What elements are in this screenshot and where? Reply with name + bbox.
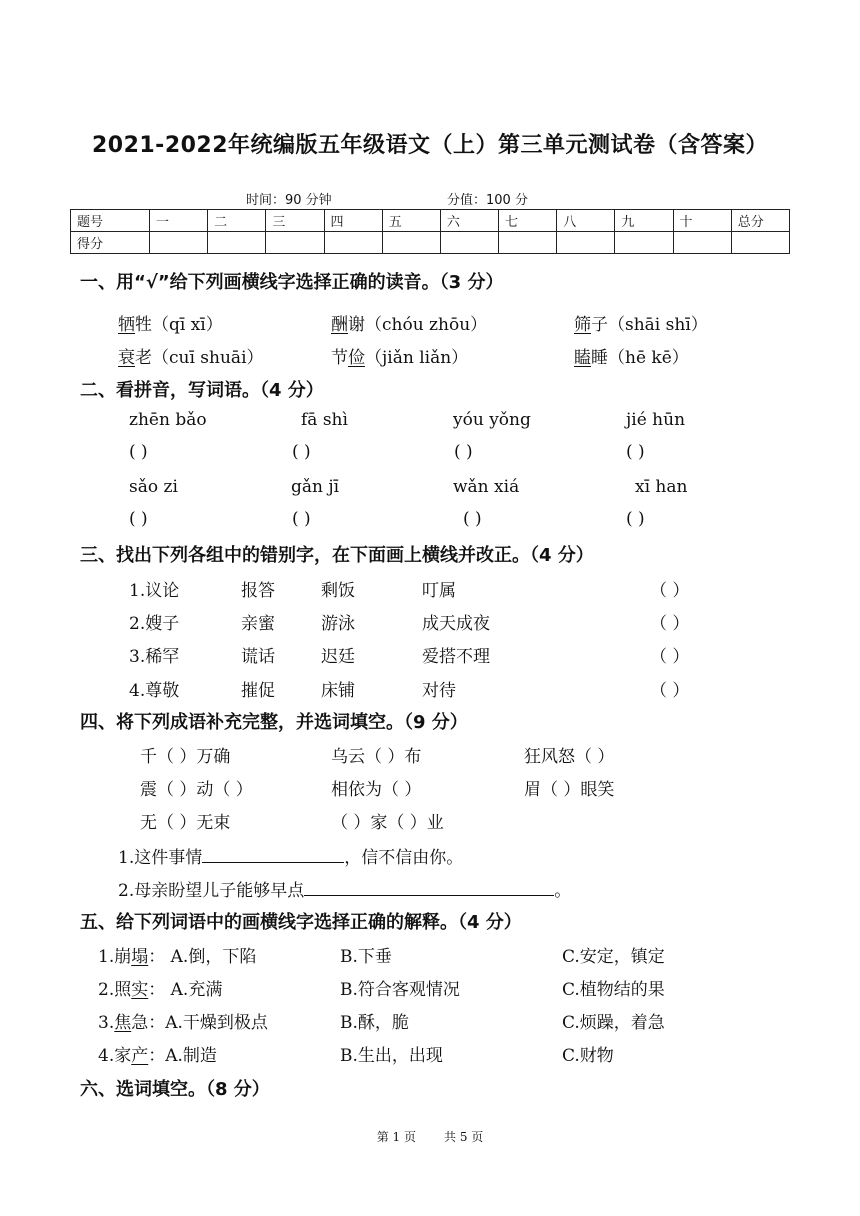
word-group: 叮属 xyxy=(422,581,456,601)
idiom-item: 乌云（ ）布 xyxy=(331,747,422,767)
pinyin-prompt: xī han xyxy=(635,477,688,497)
underlined-char: 俭 xyxy=(348,348,365,368)
idiom-item: （ ）家（ ）业 xyxy=(331,813,444,833)
underlined-char: 酬 xyxy=(331,315,348,335)
definition-word xyxy=(98,942,256,967)
option-a: A.倒，下陷 xyxy=(170,947,257,967)
option-c: C.植物结的果 xyxy=(562,980,665,1000)
word-group: 4.尊敬 xyxy=(129,681,180,701)
answer-parens[interactable]: （ ） xyxy=(650,581,690,601)
underlined-char: 筛 xyxy=(574,315,591,335)
score-cell: 六 xyxy=(440,210,498,232)
word-text: ： xyxy=(148,980,171,1000)
underlined-char: 瞌 xyxy=(574,348,591,368)
pronunciation-item xyxy=(118,310,223,335)
score-input-cell[interactable] xyxy=(557,232,615,254)
answer-parens[interactable]: ( ) xyxy=(626,442,645,462)
underlined-char: 衰 xyxy=(118,348,135,368)
word-group: 3.稀罕 xyxy=(129,647,180,667)
score-input-cell[interactable] xyxy=(615,232,673,254)
word-group: 游泳 xyxy=(321,614,355,634)
word-group: 床铺 xyxy=(321,681,355,701)
option-c: C.安定，镇定 xyxy=(562,947,665,967)
section-4-heading: 四、将下列成语补充完整，并选词填空。（9 分） xyxy=(80,712,468,733)
word-text: 2.照 xyxy=(98,980,132,1000)
word-group: 报答 xyxy=(241,581,275,601)
answer-parens[interactable]: ( ) xyxy=(463,509,482,529)
pinyin-choice: （jiǎn liǎn） xyxy=(365,348,469,368)
idiom-item: 狂风怒（ ） xyxy=(524,747,615,767)
score-cell: 题号 xyxy=(71,210,150,232)
fill-sentence-1 xyxy=(118,843,463,868)
score-input-cell[interactable] xyxy=(499,232,557,254)
word-group: 成天成夜 xyxy=(422,614,490,634)
definition-word xyxy=(98,975,222,1000)
pinyin-choice: 谢（chóu zhōu） xyxy=(348,315,488,335)
answer-parens[interactable]: ( ) xyxy=(454,442,473,462)
word-group: 迟廷 xyxy=(321,647,355,667)
pronunciation-item xyxy=(118,343,264,368)
section-5-heading: 五、给下列词语中的画横线字选择正确的解释。（4 分） xyxy=(80,912,522,933)
option-a: A.干燥到极点 xyxy=(165,1013,268,1033)
word-text: ： xyxy=(148,1013,166,1033)
word-group: 1.议论 xyxy=(129,581,180,601)
exam-time: 时间：90 分钟 xyxy=(246,193,332,208)
section-6-heading: 六、选词填空。（8 分） xyxy=(80,1079,270,1100)
underlined-char: 产 xyxy=(131,1046,149,1066)
pinyin-prompt: jié hūn xyxy=(626,410,686,430)
answer-parens[interactable]: ( ) xyxy=(292,509,311,529)
score-cell: 七 xyxy=(499,210,557,232)
answer-parens[interactable]: ( ) xyxy=(292,442,311,462)
definition-word xyxy=(98,1008,268,1033)
section-1-heading: 一、用“√”给下列画横线字选择正确的读音。（3 分） xyxy=(80,272,504,293)
underlined-char: 牺 xyxy=(118,315,135,335)
definition-word xyxy=(98,1041,217,1066)
word-text: 4.家 xyxy=(98,1046,132,1066)
option-b: B.符合客观情况 xyxy=(340,980,460,1000)
page-total: 共 5 页 xyxy=(444,1130,484,1144)
sentence-text: 1.这件事情 xyxy=(118,848,203,868)
page-footer xyxy=(0,1128,860,1145)
option-c: C.财物 xyxy=(562,1046,614,1066)
score-table-header-row xyxy=(71,210,790,232)
score-cell: 九 xyxy=(615,210,673,232)
pinyin-prompt: wǎn xiá xyxy=(453,477,520,497)
pronunciation-item xyxy=(331,343,468,368)
page-title: 2021-2022年统编版五年级语文（上）第三单元测试卷（含答案） xyxy=(91,133,769,158)
score-input-cell[interactable] xyxy=(382,232,440,254)
option-b: B.酥，脆 xyxy=(340,1013,409,1033)
word-text: ： xyxy=(148,947,171,967)
pinyin-choice: 牲（qī xī） xyxy=(135,315,223,335)
option-b: B.生出，出现 xyxy=(340,1046,443,1066)
underlined-char: 塌 xyxy=(131,947,149,967)
page-number: 第 1 页 xyxy=(376,1130,416,1144)
pinyin-prompt: gǎn jī xyxy=(291,477,340,497)
word-text: ： xyxy=(148,1046,166,1066)
answer-blank[interactable] xyxy=(304,877,554,896)
answer-parens[interactable]: ( ) xyxy=(626,509,645,529)
sentence-text: ，信不信由你。 xyxy=(344,848,464,868)
answer-parens[interactable]: （ ） xyxy=(650,647,690,667)
pinyin-prompt: yóu yǒng xyxy=(453,410,531,430)
sentence-text: 2.母亲盼望儿子能够早点 xyxy=(118,881,305,901)
option-a: A.制造 xyxy=(165,1046,217,1066)
idiom-item: 千（ ）万确 xyxy=(140,747,231,767)
pinyin-prompt: zhēn bǎo xyxy=(129,410,207,430)
answer-parens[interactable]: （ ） xyxy=(650,681,690,701)
word-group: 爱搭不理 xyxy=(422,647,490,667)
pinyin-choice: 子（shāi shī） xyxy=(591,315,708,335)
option-b: B.下垂 xyxy=(340,947,392,967)
word-group: 剩饭 xyxy=(321,581,355,601)
score-input-cell[interactable] xyxy=(324,232,382,254)
score-cell: 总分 xyxy=(731,210,789,232)
pronunciation-item xyxy=(574,343,689,368)
underlined-char: 实 xyxy=(131,980,149,1000)
score-input-cell[interactable] xyxy=(440,232,498,254)
word-group: 谎话 xyxy=(241,647,275,667)
idiom-item: 震（ ）动（ ） xyxy=(140,780,253,800)
answer-parens[interactable]: （ ） xyxy=(650,614,690,634)
exam-score-total: 分值：100 分 xyxy=(447,193,528,208)
idiom-item: 眉（ ）眼笑 xyxy=(524,780,615,800)
score-input-cell[interactable] xyxy=(266,232,324,254)
pinyin-prompt: sǎo zi xyxy=(129,477,178,497)
plain-char: 节 xyxy=(331,348,348,368)
word-text: 急 xyxy=(131,1013,149,1033)
score-input-cell[interactable] xyxy=(208,232,266,254)
pronunciation-item xyxy=(331,310,487,335)
pinyin-prompt: fā shì xyxy=(301,410,348,430)
score-input-cell[interactable] xyxy=(731,232,789,254)
score-cell: 二 xyxy=(208,210,266,232)
word-group: 摧促 xyxy=(241,681,275,701)
section-3-heading: 三、找出下列各组中的错别字，在下面画上横线并改正。（4 分） xyxy=(80,545,594,566)
section-2-heading: 二、看拼音，写词语。（4 分） xyxy=(80,380,324,401)
idiom-item: 相依为（ ） xyxy=(331,780,422,800)
option-a: A.充满 xyxy=(170,980,223,1000)
pinyin-choice: 睡（hē kē） xyxy=(591,348,689,368)
word-text: 1.崩 xyxy=(98,947,132,967)
score-cell: 三 xyxy=(266,210,324,232)
score-row-label: 得分 xyxy=(71,232,150,254)
idiom-item: 无（ ）无束 xyxy=(140,813,231,833)
word-group: 亲蜜 xyxy=(241,614,275,634)
score-cell: 五 xyxy=(382,210,440,232)
pinyin-choice: 老（cuī shuāi） xyxy=(135,348,264,368)
sentence-text: 。 xyxy=(554,881,572,901)
fill-sentence-2 xyxy=(118,876,571,901)
answer-blank[interactable] xyxy=(202,844,344,863)
score-cell: 四 xyxy=(324,210,382,232)
underlined-char: 焦 xyxy=(114,1013,132,1033)
answer-parens[interactable]: ( ) xyxy=(129,442,148,462)
score-input-cell[interactable] xyxy=(673,232,731,254)
score-table-score-row xyxy=(71,232,790,254)
score-input-cell[interactable] xyxy=(150,232,208,254)
pronunciation-item xyxy=(574,310,708,335)
word-group: 对待 xyxy=(422,681,456,701)
answer-parens[interactable]: ( ) xyxy=(129,509,148,529)
word-group: 2.嫂子 xyxy=(129,614,180,634)
score-cell: 十 xyxy=(673,210,731,232)
score-cell: 一 xyxy=(150,210,208,232)
word-text: 3. xyxy=(98,1013,115,1033)
score-table xyxy=(70,209,790,254)
score-cell: 八 xyxy=(557,210,615,232)
option-c: C.烦躁，着急 xyxy=(562,1013,665,1033)
